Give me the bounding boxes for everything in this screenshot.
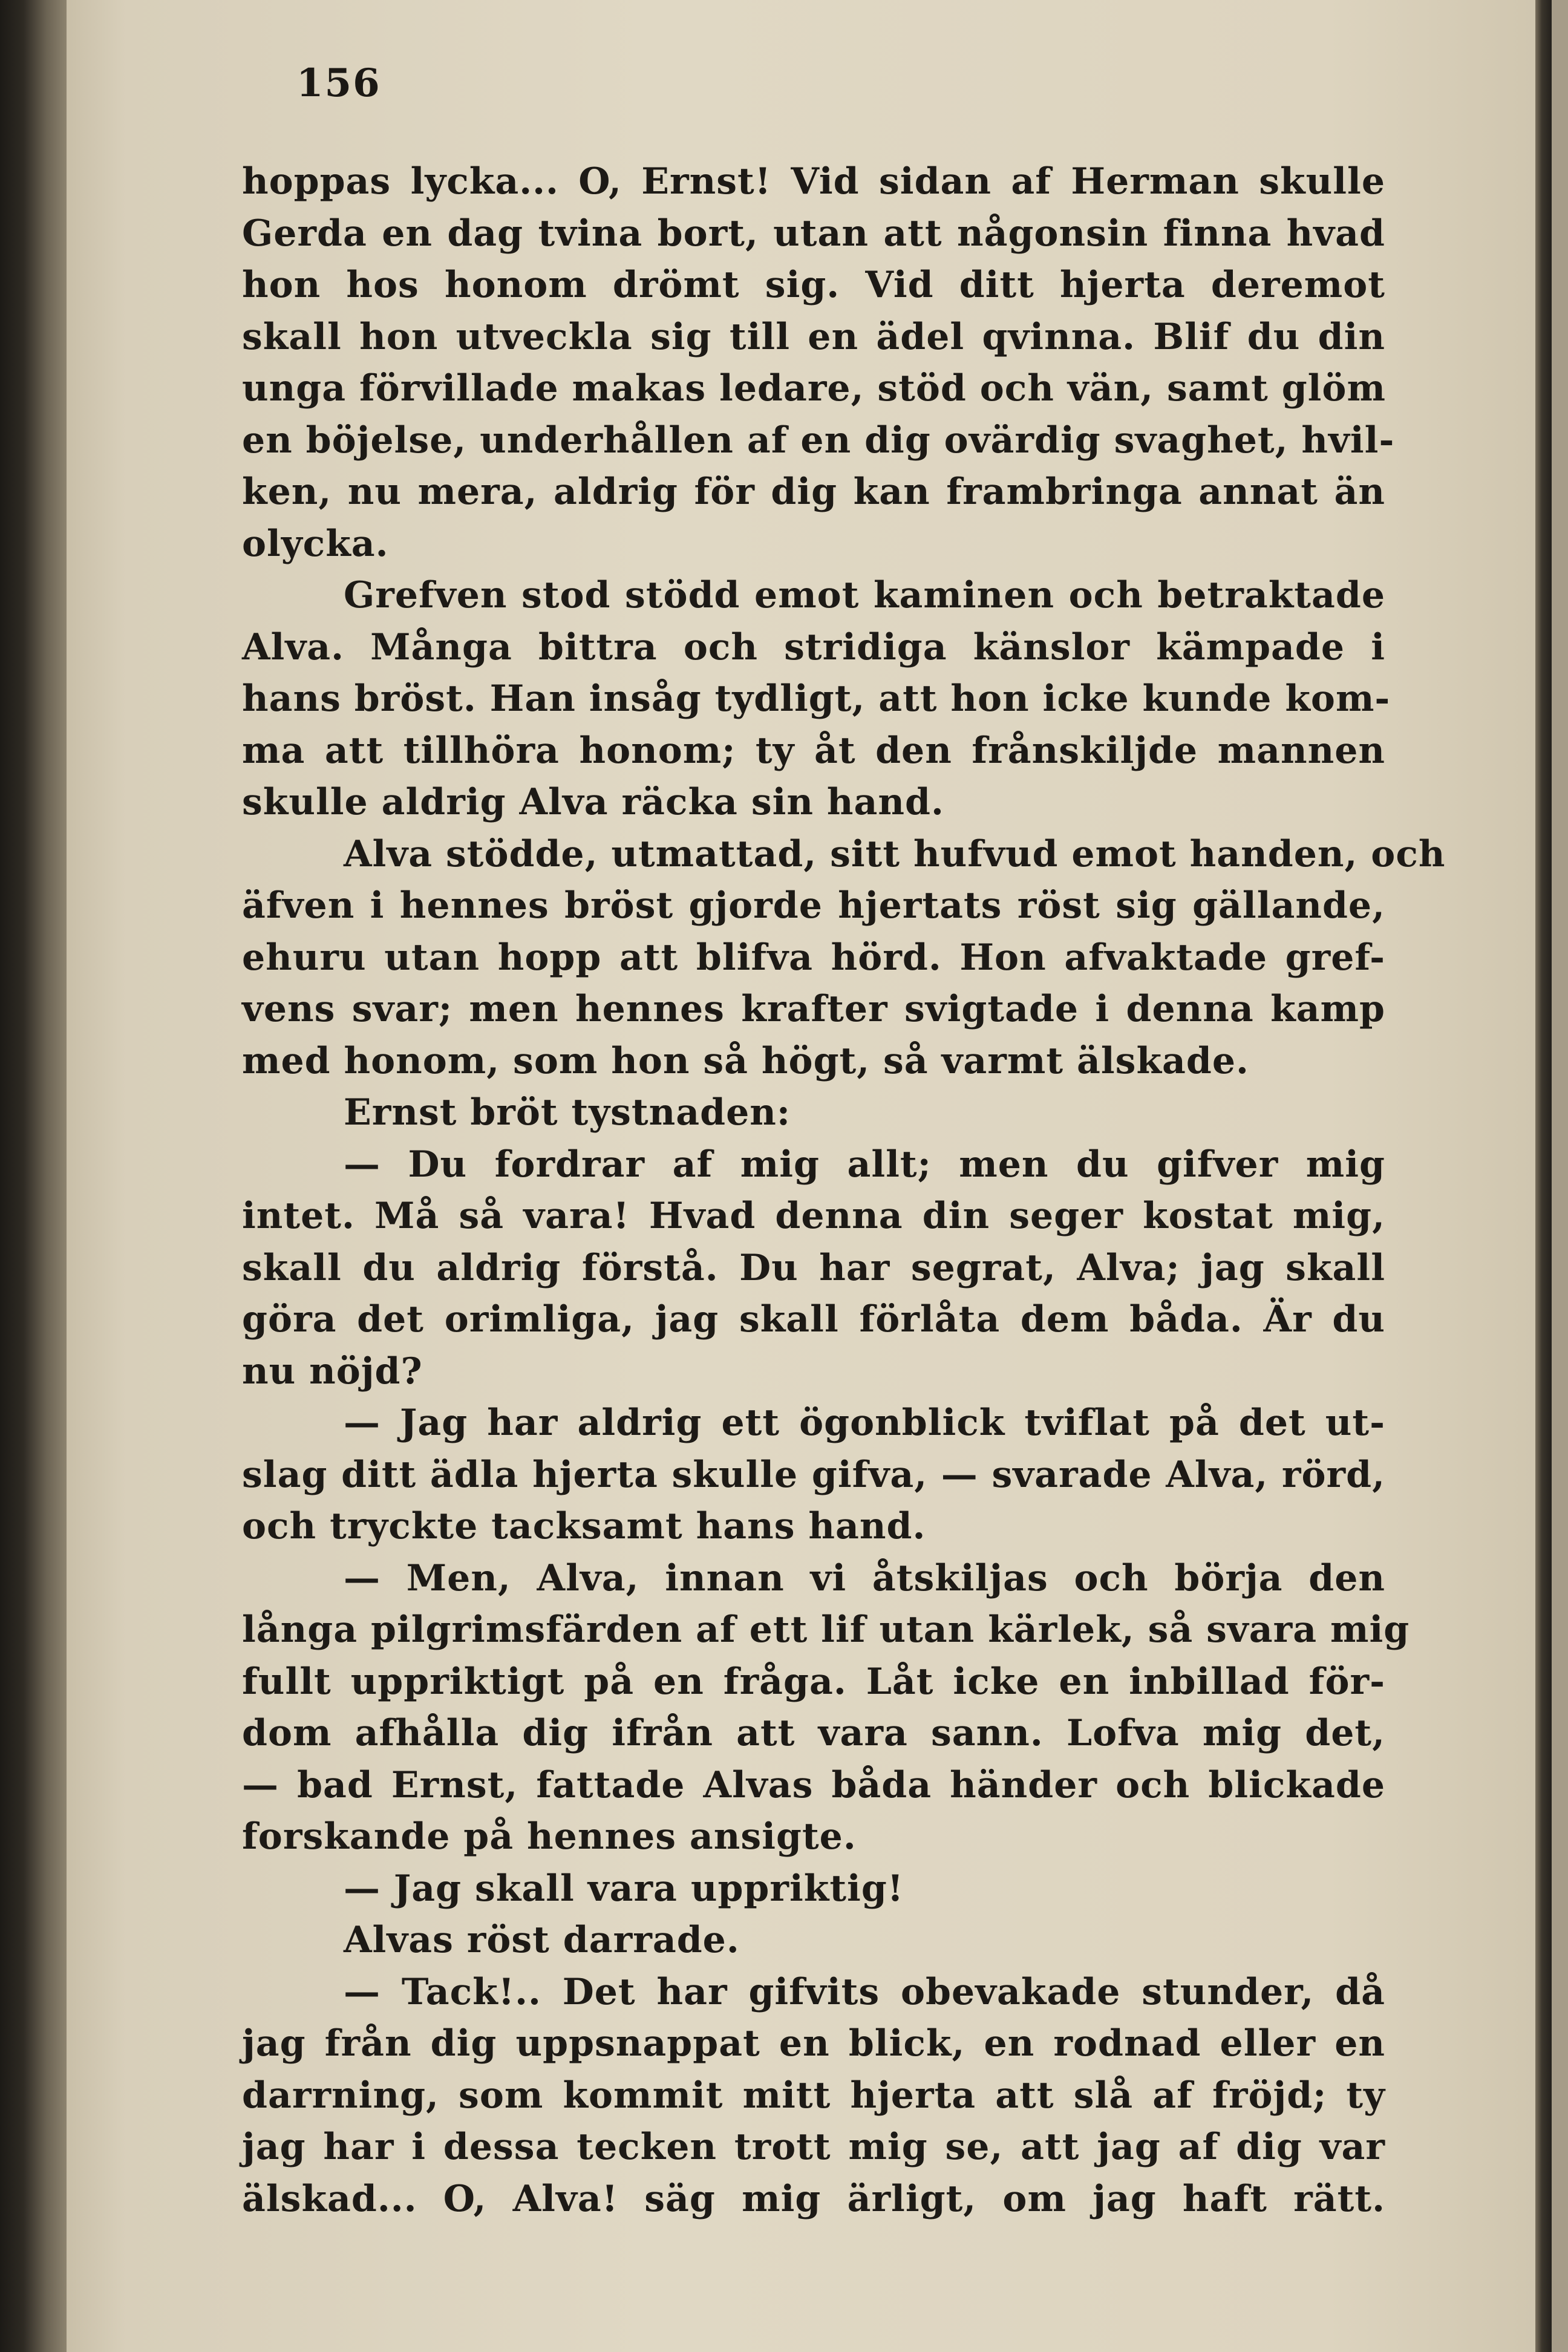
- text-line: dom afhålla dig ifrån att vara sann. Lofva mig det,: [242, 1712, 1385, 1754]
- text-line: olycka.: [242, 522, 389, 565]
- text-line: ma att tillhöra honom; ty åt den frånskiljde mannen: [242, 729, 1385, 772]
- text-line: älskad... O, Alva! säg mig ärligt, om jag haft rätt.: [242, 2177, 1385, 2220]
- book-spine: [0, 0, 67, 2352]
- body-text: [242, 156, 1446, 2225]
- text-line: ken, nu mera, aldrig för dig kan frambringa annat än: [242, 471, 1385, 513]
- text-line: forskande på hennes ansigte.: [242, 1815, 857, 1858]
- text-line: unga förvillade makas ledare, stöd och vän, samt glöm: [242, 367, 1386, 410]
- text-line: Gerda en dag tvina bort, utan att någonsin finna hvad: [242, 212, 1385, 255]
- text-line: och tryckte tacksamt hans hand.: [242, 1505, 926, 1547]
- text-line: darrning, som kommit mitt hjerta att slå af fröjd; ty: [242, 2074, 1385, 2117]
- text-line: äfven i hennes bröst gjorde hjertats röst sig gällande,: [242, 884, 1385, 927]
- text-line: långa pilgrimsfärden af ett lif utan kärlek, så svara mig: [242, 1609, 1410, 1651]
- text-line: nu nöjd?: [242, 1350, 423, 1393]
- text-line: — Men, Alva, innan vi åtskiljas och börja den: [344, 1557, 1385, 1599]
- text-line: Alva. Många bittra och stridiga känslor kämpade i: [242, 626, 1385, 668]
- text-line: jag från dig uppsnappat en blick, en rodnad eller en: [242, 2022, 1385, 2065]
- text-line: intet. Må så vara! Hvad denna din seger kostat mig,: [242, 1195, 1385, 1237]
- text-line: vens svar; men hennes krafter svigtade i denna kamp: [242, 988, 1385, 1030]
- text-line: hon hos honom drömt sig. Vid ditt hjerta deremot: [242, 264, 1385, 306]
- text-line: fullt uppriktigt på en fråga. Låt icke en inbillad för-: [242, 1660, 1385, 1703]
- text-line: — bad Ernst, fattade Alvas båda händer och blickade: [242, 1763, 1385, 1806]
- text-line: hans bröst. Han insåg tydligt, att hon icke kunde kom-: [242, 678, 1391, 720]
- text-line: skall du aldrig förstå. Du har segrat, Alva; jag skall: [242, 1246, 1385, 1289]
- text-line: Grefven stod stödd emot kaminen och betraktade: [344, 574, 1385, 616]
- text-line: skall hon utveckla sig till en ädel qvinna. Blif du din: [242, 315, 1385, 358]
- text-line: en böjelse, underhållen af en dig ovärdig svaghet, hvil-: [242, 419, 1395, 462]
- text-line: — Du fordrar af mig allt; men du gifver mig: [344, 1143, 1385, 1186]
- text-line: med honom, som hon så högt, så varmt älskade.: [242, 1039, 1249, 1082]
- text-line: jag har i dessa tecken trott mig se, att jag af dig var: [242, 2126, 1385, 2168]
- text-line: Alva stödde, utmattad, sitt hufvud emot handen, och: [344, 832, 1446, 875]
- page-edge: [1535, 0, 1552, 2352]
- text-line: Ernst bröt tystnaden:: [344, 1091, 791, 1134]
- text-line: — Tack!.. Det har gifvits obevakade stunder, då: [344, 1970, 1385, 2013]
- text-line: ehuru utan hopp att blifva hörd. Hon afvaktade gref-: [242, 936, 1385, 979]
- text-line: skulle aldrig Alva räcka sin hand.: [242, 781, 944, 823]
- text-line: — Jag har aldrig ett ögonblick tviflat på det ut-: [344, 1402, 1385, 1444]
- text-line: — Jag skall vara uppriktig!: [344, 1867, 904, 1910]
- text-line: göra det orimliga, jag skall förlåta dem båda. Är du: [242, 1298, 1385, 1341]
- text-line: slag ditt ädla hjerta skulle gifva, — svarade Alva, rörd,: [242, 1453, 1385, 1496]
- text-line: Alvas röst darrade.: [344, 1919, 740, 1961]
- text-line: hoppas lycka... O, Ernst! Vid sidan af Herman skulle: [242, 160, 1385, 203]
- page-number: 156: [296, 60, 381, 106]
